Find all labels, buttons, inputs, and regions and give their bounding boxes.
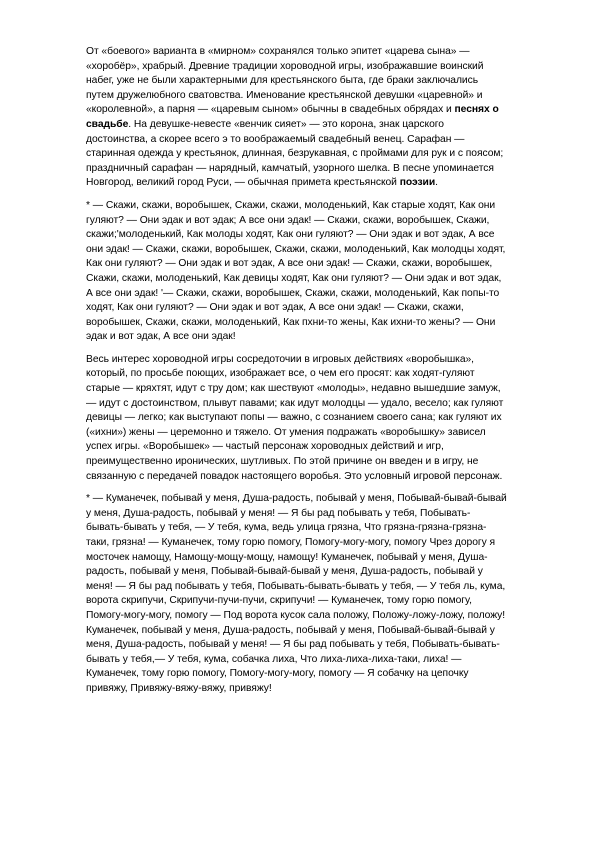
paragraph-1-text-e: . На девушке-невесте «венчик сияет» — это корона, знак царского достоинства, а скорее всего э то воображаемый свадебный венец. Сарафан — старинная одежда у крестьянок, длинная, безрукавная, с проймами для рук и с поясом; праздничный сарафан — нарядный, камчатый, узорного шелка. В песне упоминается Новгород, великий город Руси, — обычная примета крестьянской <box>86 118 504 189</box>
paragraph-1 <box>86 45 507 191</box>
bold-term-songs: песнях о <box>454 104 499 116</box>
paragraph-1-text-a: От «боевого» варианта в «мирном» сохранялся только эпитет «царева сына» — «хоробёр», храбрый. Древние традиции хороводной игры, изображавшие воинский набег, уже не были характерными для крестьянского быта, где браки заключались путем дружелюбного сватовства. Именование крестьянской девушки «царевной» и «королевной», а парня — «царевым сыном» обычны в свадебных обрядах и <box>86 46 484 116</box>
paragraph-3: Весь интерес хороводной игры сосредоточии в игровых действиях «воробышка», который, по просьбе поющих, изображает все, о чем его просят: как ходят-гуляют старые — кряхтят, идут с тру дом; как шествуют «молоды», недавно вышедшие замуж, — идут с достоинством, плывут павами; как идут молодцы — удало, весело; как гуляют девицы — легко; как выступают попы — важно, с сознанием своего сана; как гуляют их («ихни») жены — церемонно и тяжело. От умения подражать «воробышку» зависел успех игры. «Воробышек» — частый персонаж хороводных действий и игр, преимущественно иронических, шутливых. По этой причине он введен и в игру, не связанную с передачей повадок настоящего воробья. Это условный игровой персонаж. <box>86 353 504 482</box>
paragraph-2-song-sparrow: * — Скажи, скажи, воробышек, Скажи, скажи, молоденький, Как старые ходят, Как они гуляют? — Они эдак и вот эдак; А все они эдак! — Скажи, скажи, воробышек, Скажи, скажи;'молоденький, Как молоды ходят, Как они гуляют? — Они эдак и вот эдак, А все они эдак! — Скажи, скажи, воробышек, Скажи, скажи, молоденький, Как молодцы ходят, Как они гуляют? — Они эдак и вот эдак, А все они эдак! — Скажи, скажи, воробышек, Скажи, скажи, молоденький, Как девицы ходят, Как они гуляют? — Они эдак и вот эдак, А все они эдак! '— Скажи, скажи, воробышек, Скажи, скажи, молоденький, Как попы-то ходят, Как они гуляют? — Они эдак и вот эдак, А все они эдак! — Скажи, скажи, воробышек, Скажи, скажи, молоденький, Как пхни-то жены, Как ихни-то жены? — Они эдак и вот эдак, А все они эдак! <box>86 199 506 343</box>
bold-term-poetry: поэзии <box>399 177 436 189</box>
paragraph-1-text-g: . <box>435 177 438 189</box>
bold-term-wedding: свадьбе <box>86 118 129 130</box>
paragraph-4-song-kumanechek: * — Куманечек, побывай у меня, Душа-радость, побывай у меня, Побывай-бывай-бывай у меня, Душа-радость, побывай у меня! — Я бы рад побывать у тебя, Побывать-бывать-бывать у тебя, — У тебя, кума, ведь улица грязна, Что грязна-грязна-грязна-таки, грязна! — Куманечек, тому горю помогу, Помогу-могу-могу, помогу Чрез дорогу я мосточек намощу, Намощу-мощу-мощу, намощу! Куманечек, побывай у меня, Душа-радость, побывай у меня, Побывай-бывай-бывай у меня, Душа-радость, побывай у меня! — Я бы рад побывать у тебя, Побывать-бывать-бывать у тебя, — У тебя ль, кума, ворота скрипучи, Скрипучи-пучи-пучи, скрипучи! — Куманечек, тому горю помогу, Помогу-могу-могу, помогу — Под ворота кусок сала положу, Положу-ложу-ложу, положу! Куманечек, побывай у меня, Душа-радость, побывай у меня, Побывай-бывай-бывай у меня, Душа-радость, побывай у меня! — Я бы рад побывать у тебя, Побывать-бывать-бывать у тебя,— У тебя, кума, собачка лиха, Что лиха-лиха-лиха-таки, лиха! — Куманечек, тому горю помогу, Помогу-могу-могу, помогу — Я собачку на цепочку привяжу, Привяжу-вяжу-вяжу, привяжу! <box>86 493 507 694</box>
